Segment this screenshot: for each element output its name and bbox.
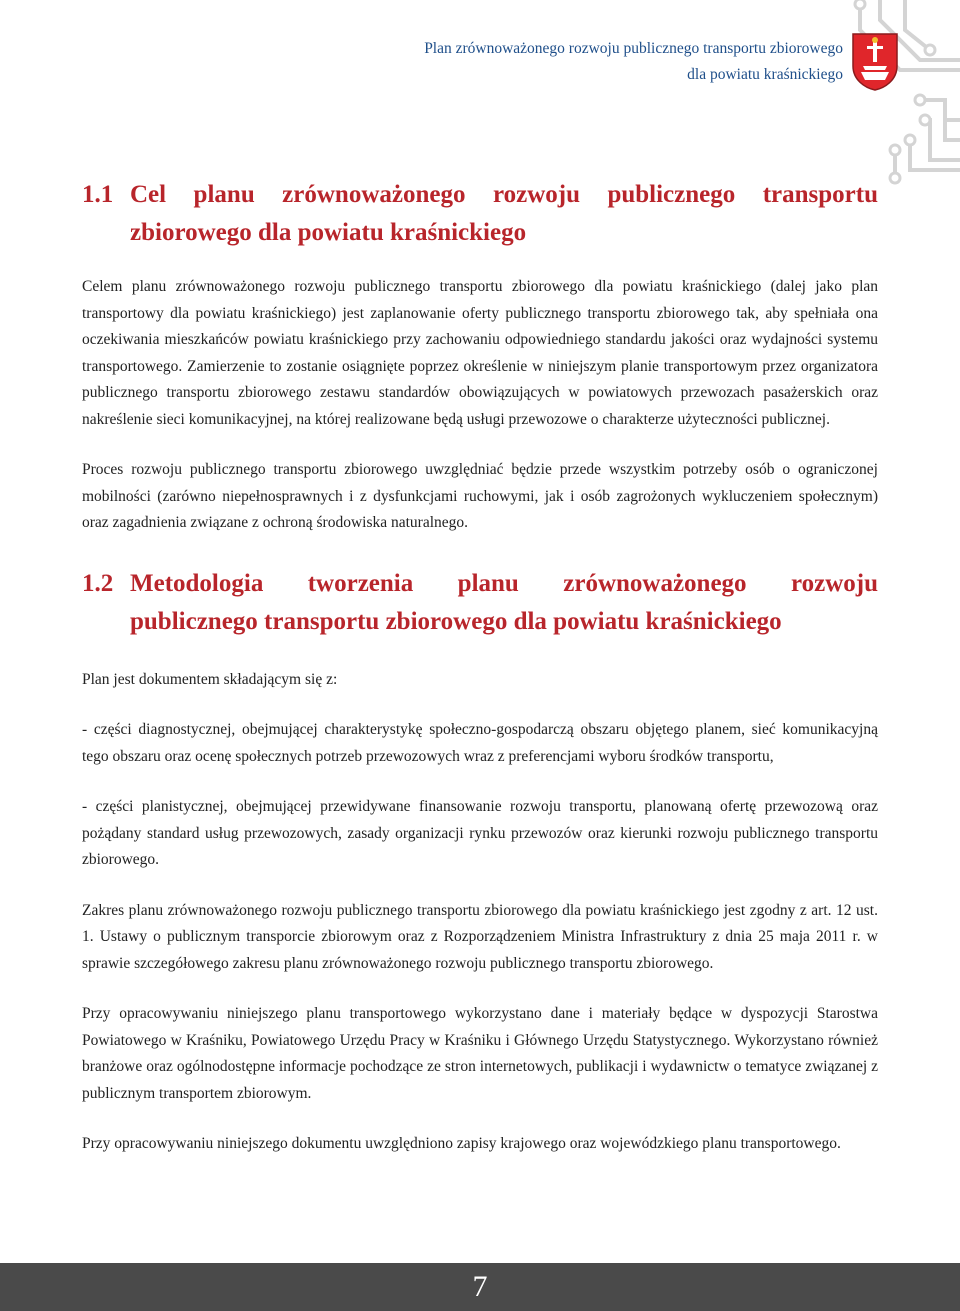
section-2-paragraph: Zakres planu zrównoważonego rozwoju publicznego transportu zbiorowego dla powiatu kraśnickiego jest zgodny z art. 12 ust. 1. Ustawy o publicznym transporcie zbiorowym oraz z Rozporządzeniem Ministra Infrastruktury z dnia 25 maja 2011 r. w sprawie szczegółowego zakresu planu zrównoważonego rozwoju publicznego transportu zbiorowego.	[82, 901, 878, 972]
section-1-title-line1: Cel planu zrównoważonego rozwoju publicznego transportu	[130, 181, 878, 208]
section-2-list-item: - części planistycznej, obejmującej przewidywane finansowanie rozwoju transportu, planowaną ofertę przewozową oraz pożądany standard usług przewozowych, zasady organizacji rynku przewozów oraz kierunki rozwoju publicznego transportu zbiorowego.	[82, 798, 878, 868]
section-2-paragraph: Przy opracowywaniu niniejszego dokumentu uwzględniono zapisy krajowego oraz wojewódzkiego planu transportowego.	[82, 1135, 841, 1152]
coat-of-arms-icon	[851, 32, 899, 92]
section-2-title-line2: publicznego transportu zbiorowego dla powiatu kraśnickiego	[130, 607, 782, 635]
section-1-paragraph: Proces rozwoju publicznego transportu zbiorowego uwzględniać będzie przede wszystkim potrzeby osób o ograniczonej mobilności (zarówno niepełnosprawnych i z dysfunkcjami ruchowymi, jak i osób zagrożonych wykluczeniem społecznym) oraz zagadnienia związane z ochroną środowiska naturalnego.	[82, 461, 878, 531]
section-2-paragraph: Przy opracowywaniu niniejszego planu transportowego wykorzystano dane i materiały będące w dyspozycji Starostwa Powiatowego w Kraśniku, Powiatowego Urzędu Pracy w Kraśniku i Głównego Urzędu Statystycznego. Wykorzystano również branżowe oraz ogólnodostępne informacje pochodzące ze stron internetowych, publikacji i wydawnictw o tematyce związanej z publicznym transportem zbiorowym.	[82, 1005, 878, 1102]
page-number: 7	[472, 1270, 488, 1303]
section-1-paragraph: Celem planu zrównoważonego rozwoju publicznego transportu zbiorowego dla powiatu kraśnickiego (dalej jako plan transportowy dla powiatu kraśnickiego) jest zaplanowanie oferty publicznego transportu zbiorowego tak, aby spełniała ona oczekiwania mieszkańców powiatu kraśnickiego przy zachowaniu odpowiedniego standardu jakości oraz wydajności systemu transportowego. Zamierzenie to zostanie osiągnięte poprzez określenie w niniejszym planie transportowym przez organizatora publicznego transportu zbiorowego zestawu standardów obowiązujących w powiatowych przewozach pasażerskich oraz nakreślenie sieci komunikacyjnej, na której realizowane będą usługi przewozowe o charakterze użyteczności publicznej.	[82, 278, 878, 428]
document-body	[82, 176, 878, 1158]
section-1-heading	[82, 176, 878, 252]
section-1-number: 1.1	[82, 181, 114, 208]
section-2-paragraph: Plan jest dokumentem składającym się z:	[82, 670, 338, 688]
header-title-line2: dla powiatu kraśnickiego	[687, 66, 843, 83]
section-2-title-line1: Metodologia tworzenia planu zrównoważonego rozwoju	[130, 569, 878, 597]
section-2-number: 1.2	[82, 569, 114, 597]
section-2-list-item: - części diagnostycznej, obejmującej charakterystykę społeczno-gospodarczą obszaru objętego planem, sieć komunikacyjną tego obszaru oraz ocenę społecznych potrzeb przewozowych wraz z preferencjami wyboru środków transportu,	[82, 721, 878, 765]
header-title-line1: Plan zrównoważonego rozwoju publicznego transportu zbiorowego	[424, 40, 843, 57]
section-2-heading	[82, 565, 878, 641]
circuit-decoration-icon	[800, 0, 960, 200]
section-1-title-line2: zbiorowego dla powiatu kraśnickiego	[130, 219, 527, 246]
page-footer	[0, 1263, 960, 1311]
document-header	[283, 36, 843, 88]
